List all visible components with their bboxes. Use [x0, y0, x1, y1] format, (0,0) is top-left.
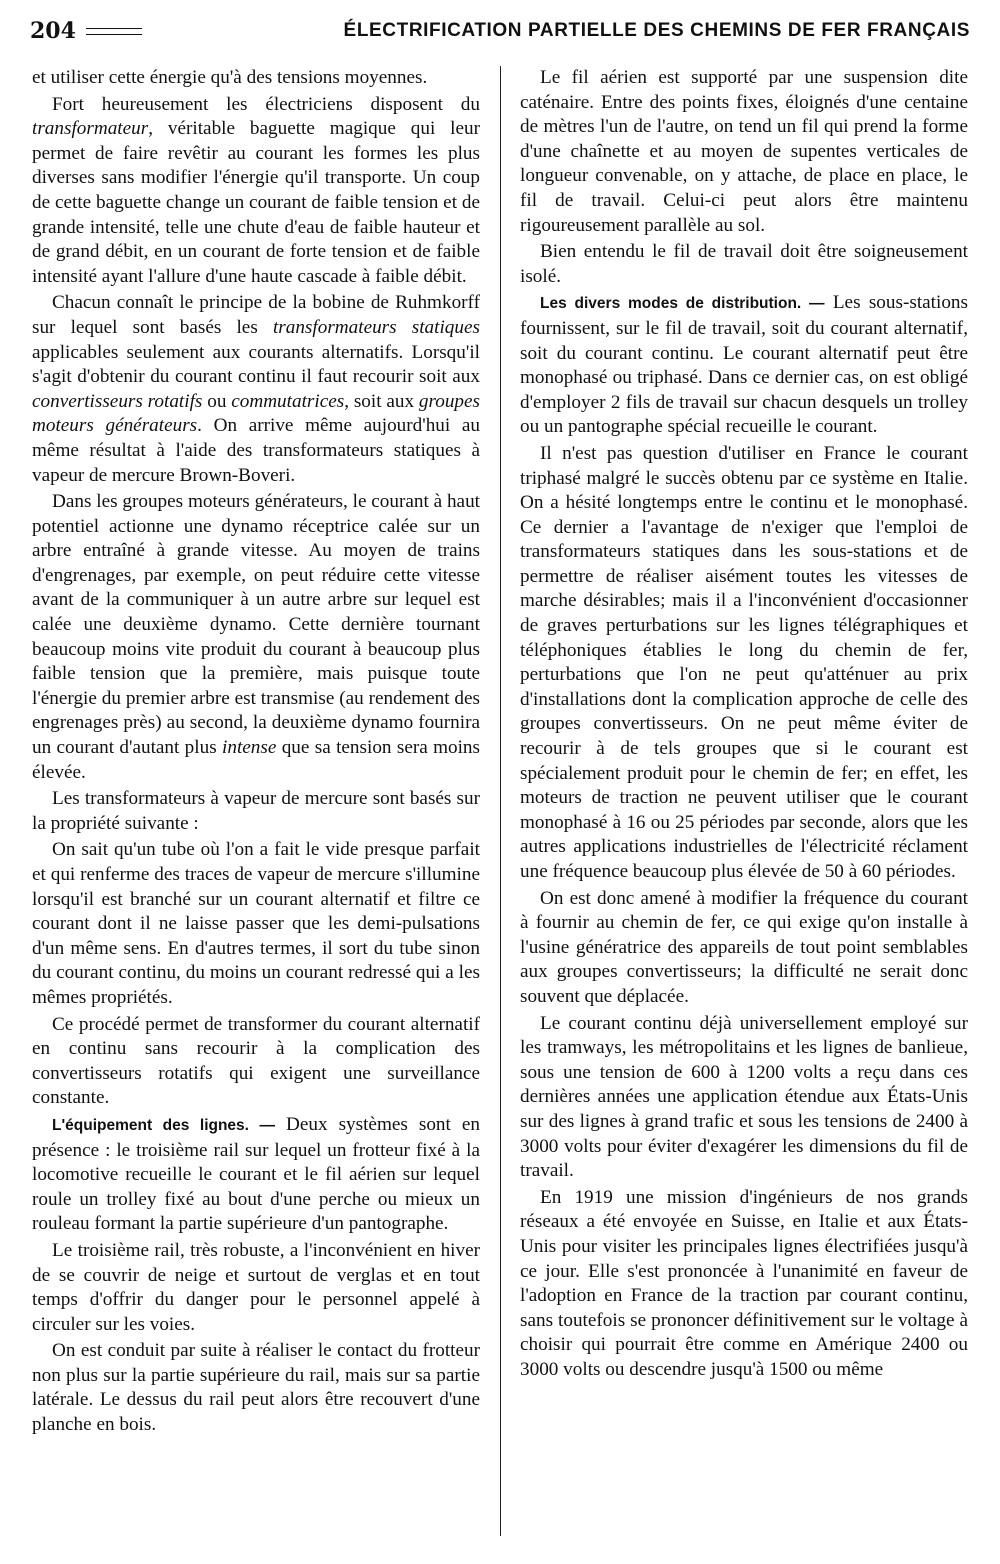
paragraph: et utiliser cette énergie qu'à des tensions moyennes.	[32, 67, 428, 88]
left-column	[32, 66, 480, 1440]
paragraph: On est conduit par suite à réaliser le contact du frotteur non plus sur la partie supérieure du rail, mais sur sa partie latérale. Le dessus du rail peut alors être recouvert d'une planche en bois.	[32, 1340, 480, 1436]
paragraph: Dans les groupes moteurs générateurs, le courant à haut potentiel actionne une dynamo réceptrice calée sur un arbre entraîné à grande vitesse. Au moyen de trains d'engrenages, par exemple, on peut réduire cette vitesse avant de la communiquer à un autre arbre sur lequel est calée une deuxième dynamo. Cette dernière tournant beaucoup moins vite produit du courant à beaucoup plus faible tension que la première, mais puisque toute l'énergie du premier arbre est transmise (au rendement des engrenages près) au second, la deuxième dynamo fournira un courant d'autant plus intense que sa tension sera moins élevée.	[32, 491, 480, 783]
running-header	[30, 14, 970, 48]
paragraph: Ce procédé permet de transformer du courant alternatif en continu sans recourir à la complication des convertisseurs rotatifs qui exigent une surveillance constante.	[32, 1013, 480, 1109]
paragraph: Le troisième rail, très robuste, a l'inconvénient en hiver de se couvrir de neige et surtout de verglas et en tout temps d'offrir du danger pour le personnel appelé à circuler sur les voies.	[32, 1239, 480, 1335]
page-number: 204	[30, 18, 76, 44]
paragraph: Les divers modes de distribution. — Les sous-stations fournissent, sur le fil de travail, soit du courant alternatif, soit du courant continu. Le courant alternatif peut être monophasé ou triphasé. Dans ce dernier cas, on est obligé d'employer 2 fils de travail sur chacun desquels un trolley ou un pantographe spécial recueille le courant.	[520, 292, 968, 438]
paragraph: Il n'est pas question d'utiliser en France le courant triphasé malgré le succès obtenu par ce système en Italie. On a hésité longtemps entre le continu et le monophasé. Ce dernier a l'avantage de n'exiger que l'emploi de transformateurs statiques dans les sous-stations et de permettre de réaliser aisément toutes les vitesses de marche désirables; mais il a l'inconvénient d'occasionner de graves perturbations sur les lignes télégraphiques et téléphoniques établies le long du chemin de fer, perturbations que l'on ne peut qu'atténuer au prix d'installations dont la complication approche de celle des groupes convertisseurs. On ne peut même éviter de recourir à de tels groupes que si le courant est spécialement produit pour le chemin de fer; en effet, les moteurs de traction ne peuvent utiliser que le courant monophasé à 16 ou 25 périodes par seconde, alors que les autres applications industrielles de l'électricité réclament une fréquence beaucoup plus élevée de 50 à 60 périodes.	[520, 442, 968, 882]
paragraph: Le fil aérien est supporté par une suspension dite caténaire. Entre des points fixes, éloignés d'une centaine de mètres l'un de l'autre, on tend un fil qui prend la forme d'une chaînette et au moyen de supentes verticales de longueur convenable, on y attache, de place en place, le fil de travail. Celui-ci peut alors être maintenu rigoureusement parallèle au sol.	[520, 67, 968, 236]
right-column	[520, 66, 968, 1384]
column-divider	[500, 66, 501, 1536]
paragraph: Chacun connaît le principe de la bobine de Ruhmkorff sur lequel sont basés les transformateurs statiques applicables seulement aux courants alternatifs. Lorsqu'il s'agit d'obtenir du courant continu il faut recourir soit aux convertisseurs rotatifs ou commutatrices, soit aux groupes moteurs générateurs. On arrive même aujourd'hui au même résultat à l'aide des transformateurs statiques à vapeur de mercure Brown-Boveri.	[32, 292, 481, 486]
paragraph: On sait qu'un tube où l'on a fait le vide presque parfait et qui renferme des traces de vapeur de mercure s'illumine lorsqu'il est branché sur un courant alternatif et filtre ce courant dont il ne laisse passer que les demi-pulsations d'un même sens. En d'autres termes, il sort du tube sinon du courant continu, du moins un courant redressé qui a les mêmes propriétés.	[32, 839, 480, 1008]
paragraph: En 1919 une mission d'ingénieurs de nos grands réseaux a été envoyée en Suisse, en Italie et aux États-Unis pour visiter les principales lignes électrifiées jusqu'à ce jour. Elle s'est prononcée à l'unanimité en faveur de l'adoption en France de la traction par courant continu, sans toutefois se prononcer définitivement sur le voltage à choisir qui pourrait être comme en Amérique 2400 ou 3000 volts ou descendre jusqu'à 1500 ou même	[520, 1186, 968, 1380]
paragraph: On est donc amené à modifier la fréquence du courant à fournir au chemin de fer, ce qui exige qu'on installe à l'usine génératrice des appareils de tout point semblables aux groupes convertisseurs; la difficulté ne serait donc souvent que déplacée.	[520, 887, 968, 1007]
paragraph: Fort heureusement les électriciens disposent du transformateur, véritable baguette magique qui leur permet de faire revêtir au courant les formes les plus diverses sans modifier l'énergie qu'il transporte. Un coup de cette baguette change un courant de faible tension et de grande intensité, telle une chute d'eau de faible hauteur et de grand débit, en un courant de forte tension et de faible intensité ayant l'allure d'une haute cascade à faible débit.	[32, 93, 480, 287]
header-rule	[86, 28, 142, 35]
paragraph: Les transformateurs à vapeur de mercure sont basés sur la propriété suivante :	[32, 788, 480, 834]
paragraph: Le courant continu déjà universellement employé sur les tramways, les métropolitains et les lignes de banlieue, sous une tension de 600 à 1200 volts a reçu dans ces dernières années une application étendue aux États-Unis sur des lignes à grand trafic et sous les tensions de 2400 à 3000 volts pour éviter d'exagérer les dimensions du fil de travail.	[520, 1012, 968, 1182]
paragraph: L'équipement des lignes. — Deux systèmes sont en présence : le troisième rail sur lequel un frotteur fixé à la locomotive recueille le courant et le fil aérien sur lequel roule un trolley fixé au bout d'une perche ou mieux un rouleau formant la partie supérieure d'un pantographe.	[32, 1113, 480, 1235]
running-title: ÉLECTRIFICATION PARTIELLE DES CHEMINS DE FER FRANÇAIS	[343, 20, 970, 41]
section-heading: L'équipement des lignes. —	[52, 1116, 275, 1134]
paragraph: Bien entendu le fil de travail doit être soigneusement isolé.	[520, 241, 968, 287]
section-heading: Les divers modes de distribution. —	[540, 295, 825, 313]
